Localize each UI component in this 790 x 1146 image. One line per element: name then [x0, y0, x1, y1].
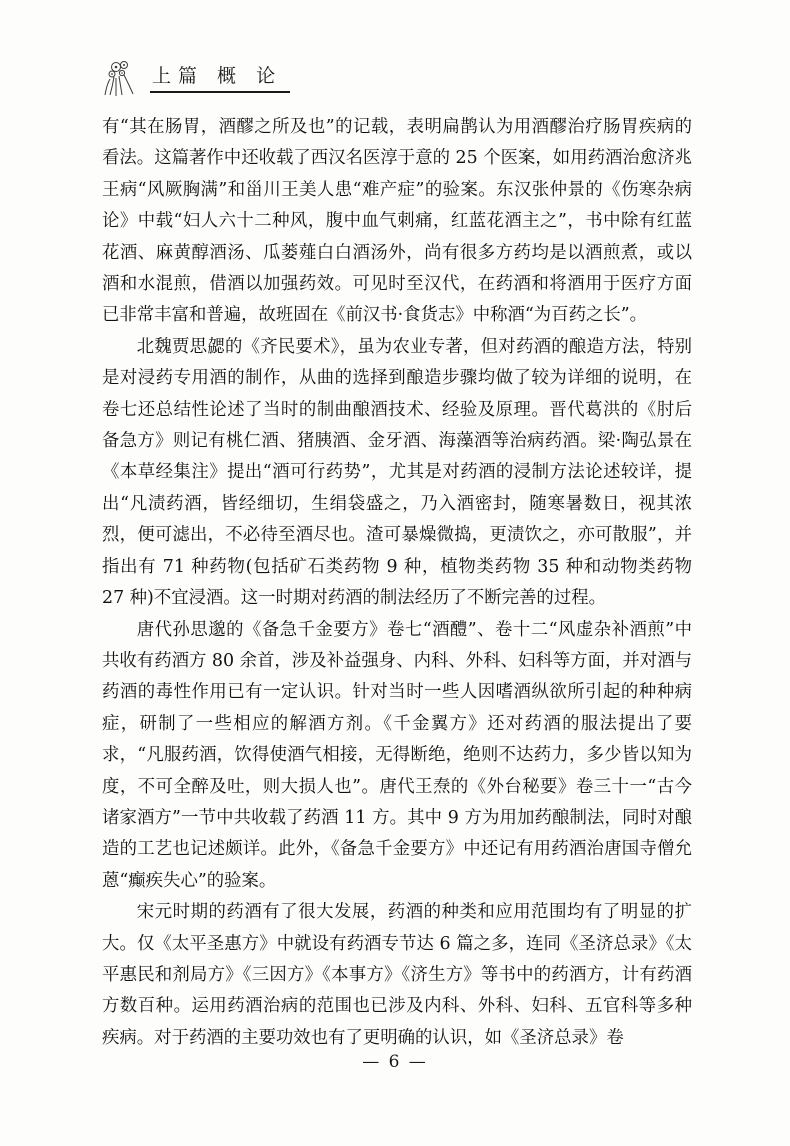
paragraph: 北魏贾思勰的《齐民要术》，虽为农业专著，但对药酒的酿造方法，特别是对浸药专用酒的制作，从曲的选择到酿造步骤均做了较为详细的说明，在卷七还总结性论述了当时的制曲酿酒技术、经验及原理。晋代葛洪的《肘后备急方》则记有桃仁酒、猪胰酒、金牙酒、海藻酒等治病药酒。梁·陶弘景在《本草经集注》提出“酒可行药势”，尤其是对药酒的浸制方法论述较详，提出“凡渍药酒，皆经细切，生绢袋盛之，乃入酒密封，随寒暑数日，视其浓烈，便可滤出，不必待至酒尽也。渣可暴燥微捣，更渍饮之，亦可散服”，并指出有 71 种药物(包括矿石类药物 9 种，植物类药物 35 种和动物类药物 27 种)不宜浸酒。这一时期对药酒的制法经历了不断完善的过程。 [102, 336, 692, 609]
flower-ornament-icon [100, 55, 144, 99]
paragraph: 唐代孙思邈的《备急千金要方》卷七“酒醴”、卷十二“风虚杂补酒煎”中共收有药酒方 80 余首，涉及补益强身、内科、外科、妇科等方面，并对酒与药酒的毒性作用已有一定认识。针对当时一些人因嗜酒纵欲所引起的种种病症，研制了一些相应的解酒方剂。《千金翼方》还对药酒的服法提出了要求，“凡服药酒，饮得使酒气相接，无得断绝，绝则不达药力，多少皆以知为度，不可全醉及吐，则大损人也”。唐代王焘的《外台秘要》卷三十一“古今诸家酒方”一节中共收载了药酒 11 方。其中 9 方为用加药酿制法，同时对酿造的工艺也记述颇详。此外，《备急千金要方》中还记有用药酒治唐国寺僧允蒽“癫疾失心”的验案。 [102, 619, 692, 891]
page-header [100, 55, 700, 101]
page-footer [0, 1052, 790, 1072]
header-divider [150, 91, 290, 93]
document-body [102, 112, 692, 1054]
paragraph: 有“其在肠胃，酒醪之所及也”的记载，表明扁鹊认为用酒醪治疗肠胃疾病的看法。这篇著作中还收载了西汉名医淳于意的 25 个医案，如用药酒治愈济兆王病“风厥胸满”和甾川王美人患“难产症”的验案。东汉张仲景的《伤寒杂病论》中载“妇人六十二种风，腹中血气刺痛，红蓝花酒主之”，书中除有红蓝花酒、麻黄醇酒汤、瓜蒌薤白白酒汤外，尚有很多方药均是以酒煎煮，或以酒和水混煎，借酒以加强药效。可见时至汉代，在药酒和将酒用于医疗方面已非常丰富和普遍，故班固在《前汉书·食货志》中称酒“为百药之长”。 [102, 117, 692, 326]
page-title: 上篇 概 论 [152, 65, 283, 87]
page-number: — 6 — [362, 1052, 428, 1072]
paragraph: 宋元时期的药酒有了很大发展，药酒的种类和应用范围均有了明显的扩大。仅《太平圣惠方》中就设有药酒专节达 6 篇之多，连同《圣济总录》《太平惠民和剂局方》《三因方》《本事方》《济生方》等书中的药酒方，计有药酒方数百种。运用药酒治病的范围也已涉及内科、外科、妇科、五官科等多种疾病。对于药酒的主要功效也有了更明确的认识，如《圣济总录》卷 [102, 902, 692, 1048]
